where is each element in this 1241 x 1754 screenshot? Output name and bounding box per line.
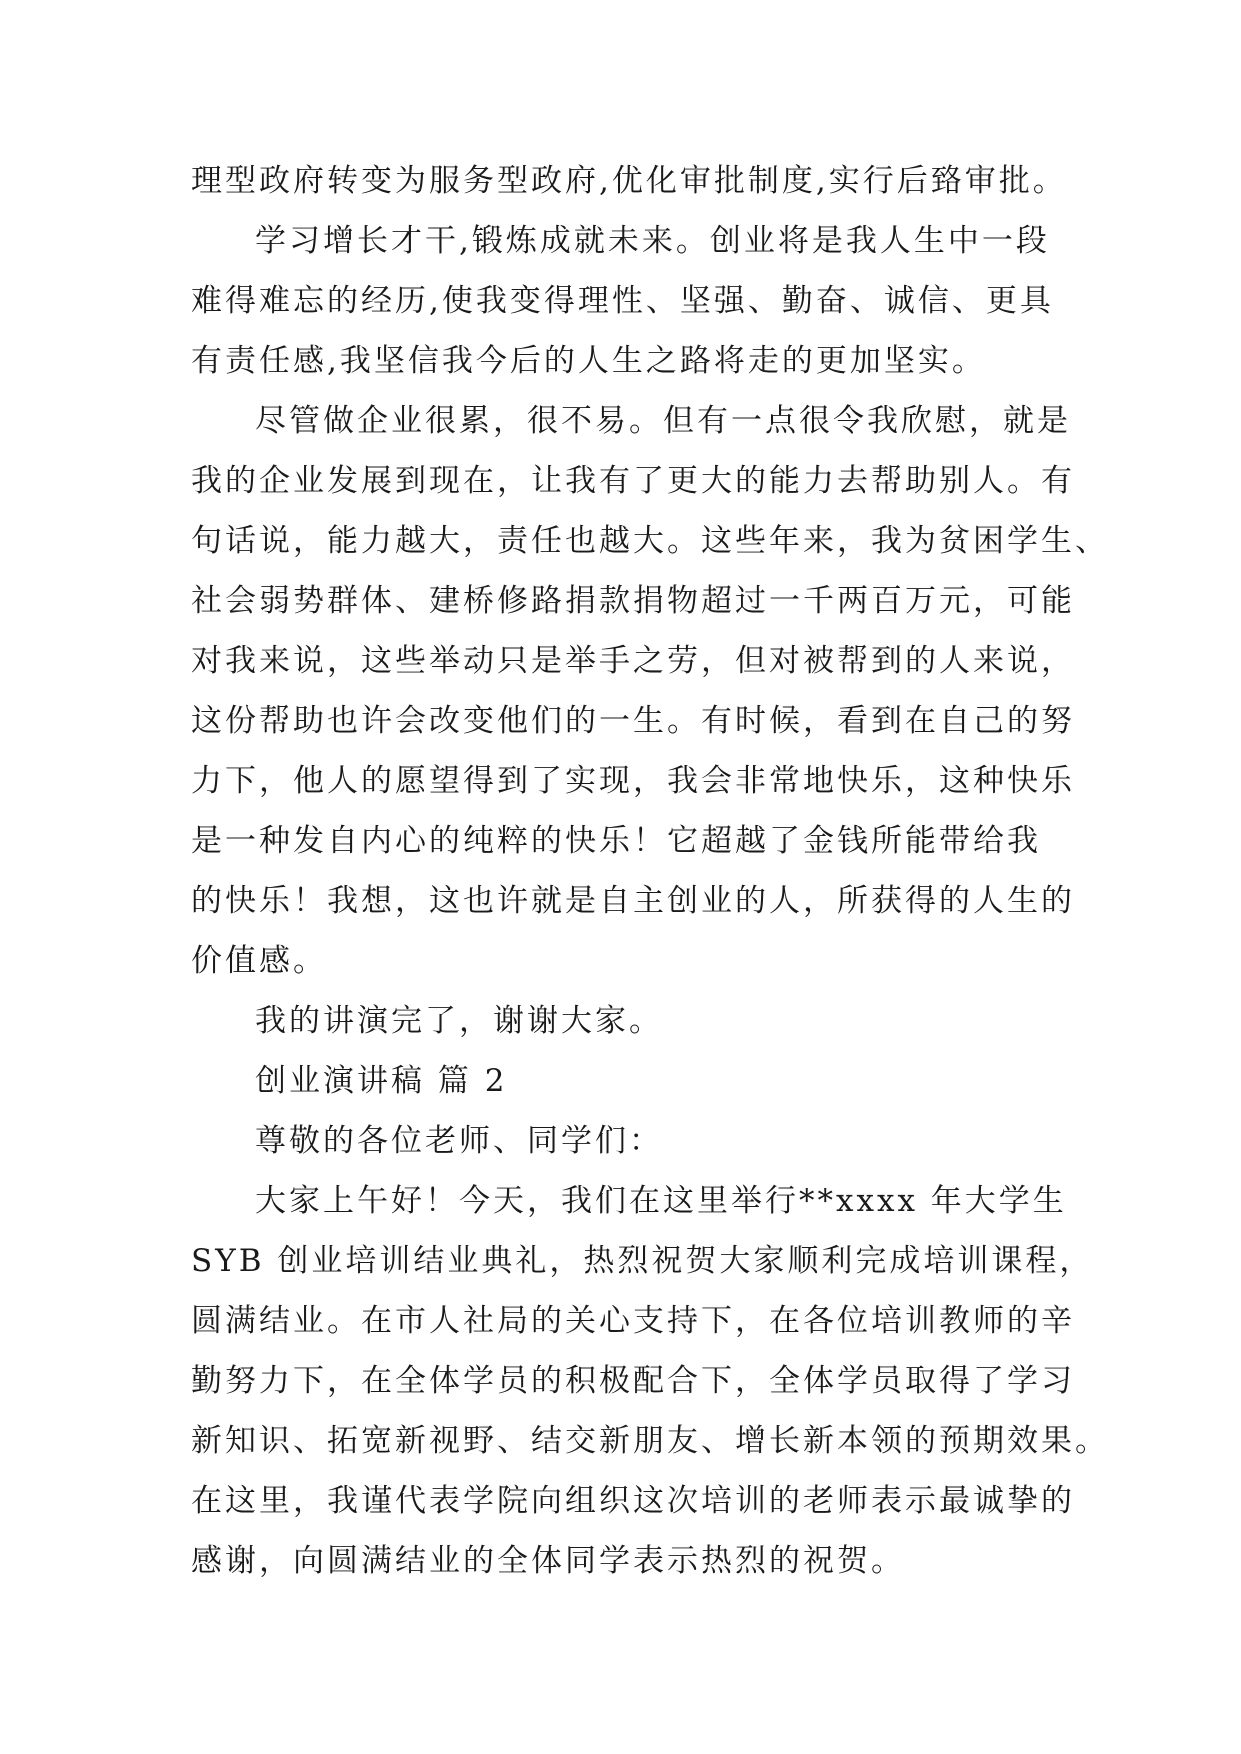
text-line: 勤努力下，在全体学员的积极配合下，全体学员取得了学习 [191,1363,1075,1399]
text-line: 大家上午好！今天，我们在这里举行**xxxx 年大学生 [255,1183,1067,1219]
text-line: 有责任感,我坚信我今后的人生之路将走的更加坚实。 [191,343,986,379]
text-line: 对我来说，这些举动只是举手之劳，但对被帮到的人来说， [191,643,1075,679]
text-line: 的快乐！我想，这也许就是自主创业的人，所获得的人生的 [191,883,1075,919]
text-line: 理型政府转变为服务型政府,优化审批制度,实行后臵审批。 [191,163,1067,199]
section-heading: 创业演讲稿 篇 2 [255,1063,508,1099]
text-line: 句话说，能力越大，责任也越大。这些年来，我为贫困学生、 [191,523,1109,559]
text-line: 难得难忘的经历,使我变得理性、坚强、勤奋、诚信、更具 [191,283,1054,319]
text-line: 感谢，向圆满结业的全体同学表示热烈的祝贺。 [191,1543,905,1579]
text-line: 这份帮助也许会改变他们的一生。有时候，看到在自己的努 [191,703,1075,739]
text-line: 学习增长才干,锻炼成就未来。创业将是我人生中一段 [255,223,1050,259]
text-line: 是一种发自内心的纯粹的快乐！它超越了金钱所能带给我 [191,823,1041,859]
text-line: 价值感。 [191,943,327,979]
text-line: 我的企业发展到现在，让我有了更大的能力去帮助别人。有 [191,463,1075,499]
document-body [191,151,1109,1591]
text-line: 尽管做企业很累，很不易。但有一点很令我欣慰，就是 [255,403,1071,439]
text-line: 圆满结业。在市人社局的关心支持下，在各位培训教师的辛 [191,1303,1075,1339]
text-line: 新知识、拓宽新视野、结交新朋友、增长新本领的预期效果。 [191,1423,1109,1459]
text-line: 我的讲演完了，谢谢大家。 [255,1003,663,1039]
text-line: 在这里，我谨代表学院向组织这次培训的老师表示最诚挚的 [191,1483,1075,1519]
salutation: 尊敬的各位老师、同学们： [255,1123,663,1159]
text-line: 力下，他人的愿望得到了实现，我会非常地快乐，这种快乐 [191,763,1075,799]
text-line: SYB 创业培训结业典礼，热烈祝贺大家顺利完成培训课程， [191,1243,1094,1279]
text-line: 社会弱势群体、建桥修路捐款捐物超过一千两百万元，可能 [191,583,1075,619]
